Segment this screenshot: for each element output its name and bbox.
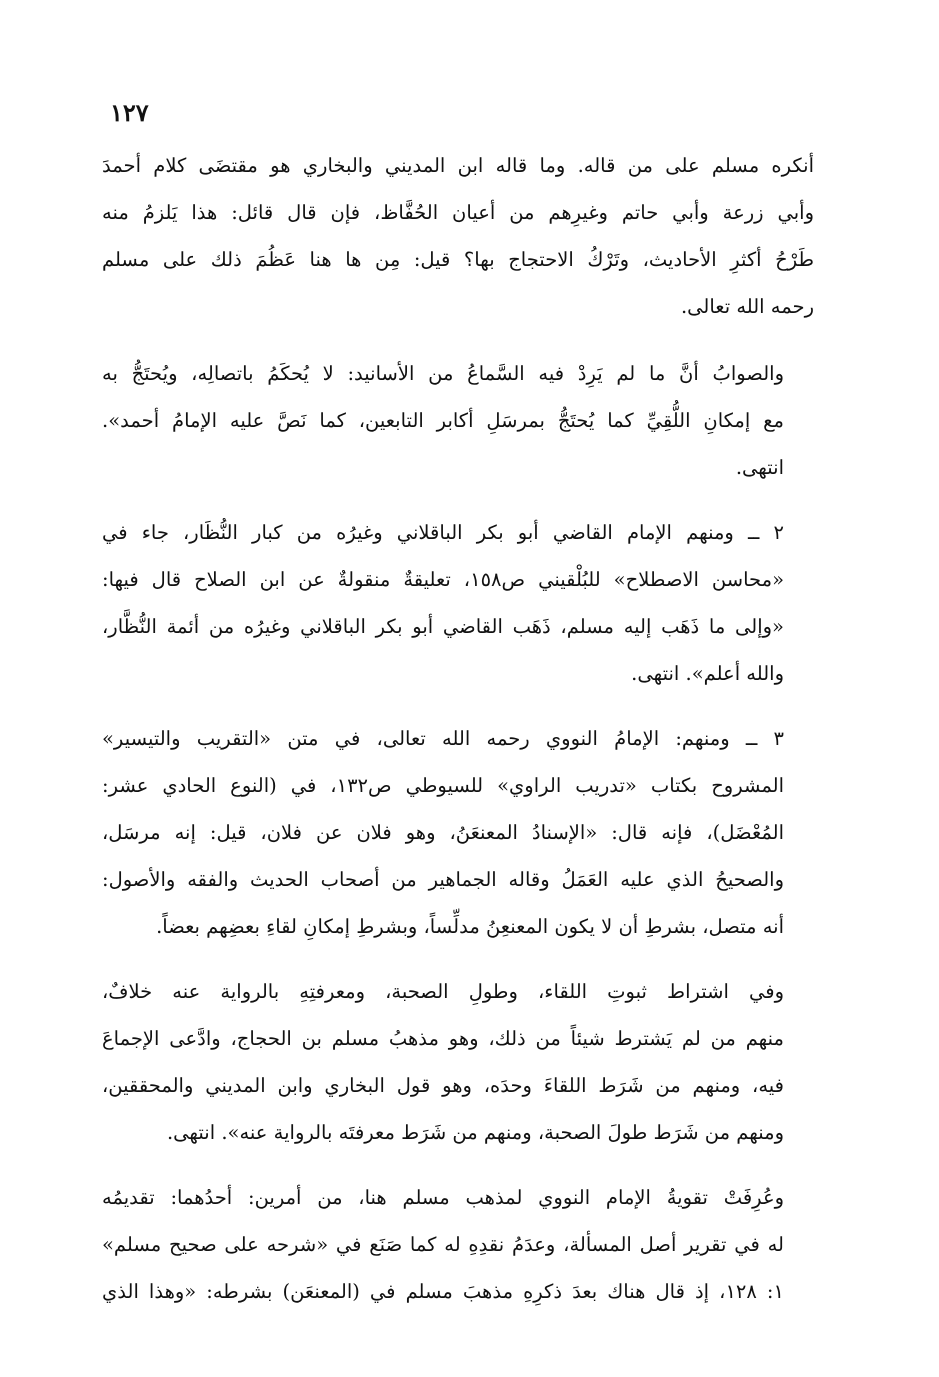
text-line: ٢ ــ ومنهم الإمام القاضي أبو بكر الباقلاني وغيرُه من كبار النُّظَار، جاء في bbox=[102, 521, 784, 544]
text-line: منهم من لم يَشترط شيئاً من ذلك، وهو مذهبُ مسلم بن الحجاج، وادَّعى الإجماعَ bbox=[102, 1027, 784, 1050]
paragraph-6 bbox=[102, 1174, 814, 1315]
text-line: والصحيحُ الذي عليه العَمَلُ وقاله الجماهير من أصحاب الحديث والفقه والأصول: bbox=[102, 868, 784, 891]
text-line: وعُرِفَتْ تقويةُ الإمام النووي لمذهب مسلم هنا، من أمرين: أحدُهما: تقديمُه bbox=[102, 1186, 784, 1209]
text-line: رحمه الله تعالى. bbox=[680, 295, 814, 318]
text-line: المُعْضَل)، فإنه قال: «الإسنادُ المعنعَنُ، وهو فلان عن فلان، قيل: إنه مرسَل، bbox=[102, 821, 784, 844]
page-number: ١٢٧ bbox=[110, 98, 149, 127]
page-body bbox=[102, 142, 814, 1333]
text-line: والله أعلم». انتهى. bbox=[631, 662, 784, 685]
paragraph-4 bbox=[102, 715, 814, 950]
text-line: وفي اشتراط ثبوتِ اللقاء، وطولِ الصحبة، ومعرفتِهِ بالرواية عنه خلافٌ، bbox=[102, 980, 784, 1003]
paragraph-5 bbox=[102, 968, 814, 1156]
text-line: مع إمكانِ اللُّقِيِّ كما يُحتَجُّ بمرسَلِ أكابر التابعين، كما نَصَّ عليه الإمامُ أحمد». bbox=[102, 409, 784, 432]
paragraph-1 bbox=[102, 142, 814, 330]
text-line: ٣ ــ ومنهم: الإمامُ النووي رحمه الله تعالى، في متن «التقريب والتيسير» bbox=[102, 727, 784, 750]
text-line: والصوابُ أنَّ ما لم يَرِدْ فيه السَّماعُ من الأسانيد: لا يُحكَمُ باتصالِه، ويُحتَجُّ به bbox=[102, 362, 784, 385]
text-line: أنه متصل، بشرطِ أن لا يكون المعنعِنُ مدلِّساً، وبشرطِ إمكانِ لقاءِ بعضِهم بعضاً. bbox=[156, 915, 784, 938]
text-line: «محاسن الاصطلاح» للبُلْقيني ص١٥٨، تعليقةٌ منقولةٌ عن ابن الصلاح قال فيها: bbox=[102, 568, 784, 591]
text-line: فيه، ومنهم من شَرَط اللقاءَ وحدَه، وهو قول البخاري وابن المديني والمحققين، bbox=[102, 1074, 784, 1097]
text-line: وأبي زرعة وأبي حاتم وغيرِهم من أعيان الحُفَّاظ، فإن قال قائل: هذا يَلزمُ منه bbox=[102, 201, 814, 224]
paragraph-3 bbox=[102, 509, 814, 697]
text-line: انتهى. bbox=[735, 456, 784, 479]
text-line: له في تقرير أصل المسألة، وعدَمُ نقدِهِ له كما صَنَع في «شرحه على صحيح مسلم» bbox=[102, 1233, 784, 1256]
text-line: ومنهم من شَرَط طولَ الصحبة، ومنهم من شَرَط معرفتَه بالرواية عنه». انتهى. bbox=[166, 1121, 784, 1144]
text-line: أنكره مسلم على من قاله. وما قاله ابن المديني والبخاري هو مقتضَى كلام أحمدَ bbox=[102, 154, 814, 177]
paragraph-2 bbox=[102, 350, 814, 491]
text-line: «وإلى ما ذَهَب إليه مسلم، ذَهَب القاضي أبو بكر الباقلاني وغيرُه من أئمة النُّظَّار، bbox=[102, 615, 784, 638]
text-line: ١: ١٢٨، إذ قال هناك بعدَ ذكرِهِ مذهبَ مسلم في (المعنعَن) بشرطه: «وهذا الذي bbox=[102, 1280, 784, 1303]
book-page bbox=[100, 0, 820, 1377]
text-line: طَرْحُ أكثرِ الأحاديث، وتَرْكُ الاحتجاج بها؟ قيل: مِن ها هنا عَظُمَ ذلك على مسلم bbox=[102, 248, 814, 271]
text-line: المشروح بكتاب «تدريب الراوي» للسيوطي ص١٣٢، في (النوع الحادي عشر: bbox=[102, 774, 785, 797]
